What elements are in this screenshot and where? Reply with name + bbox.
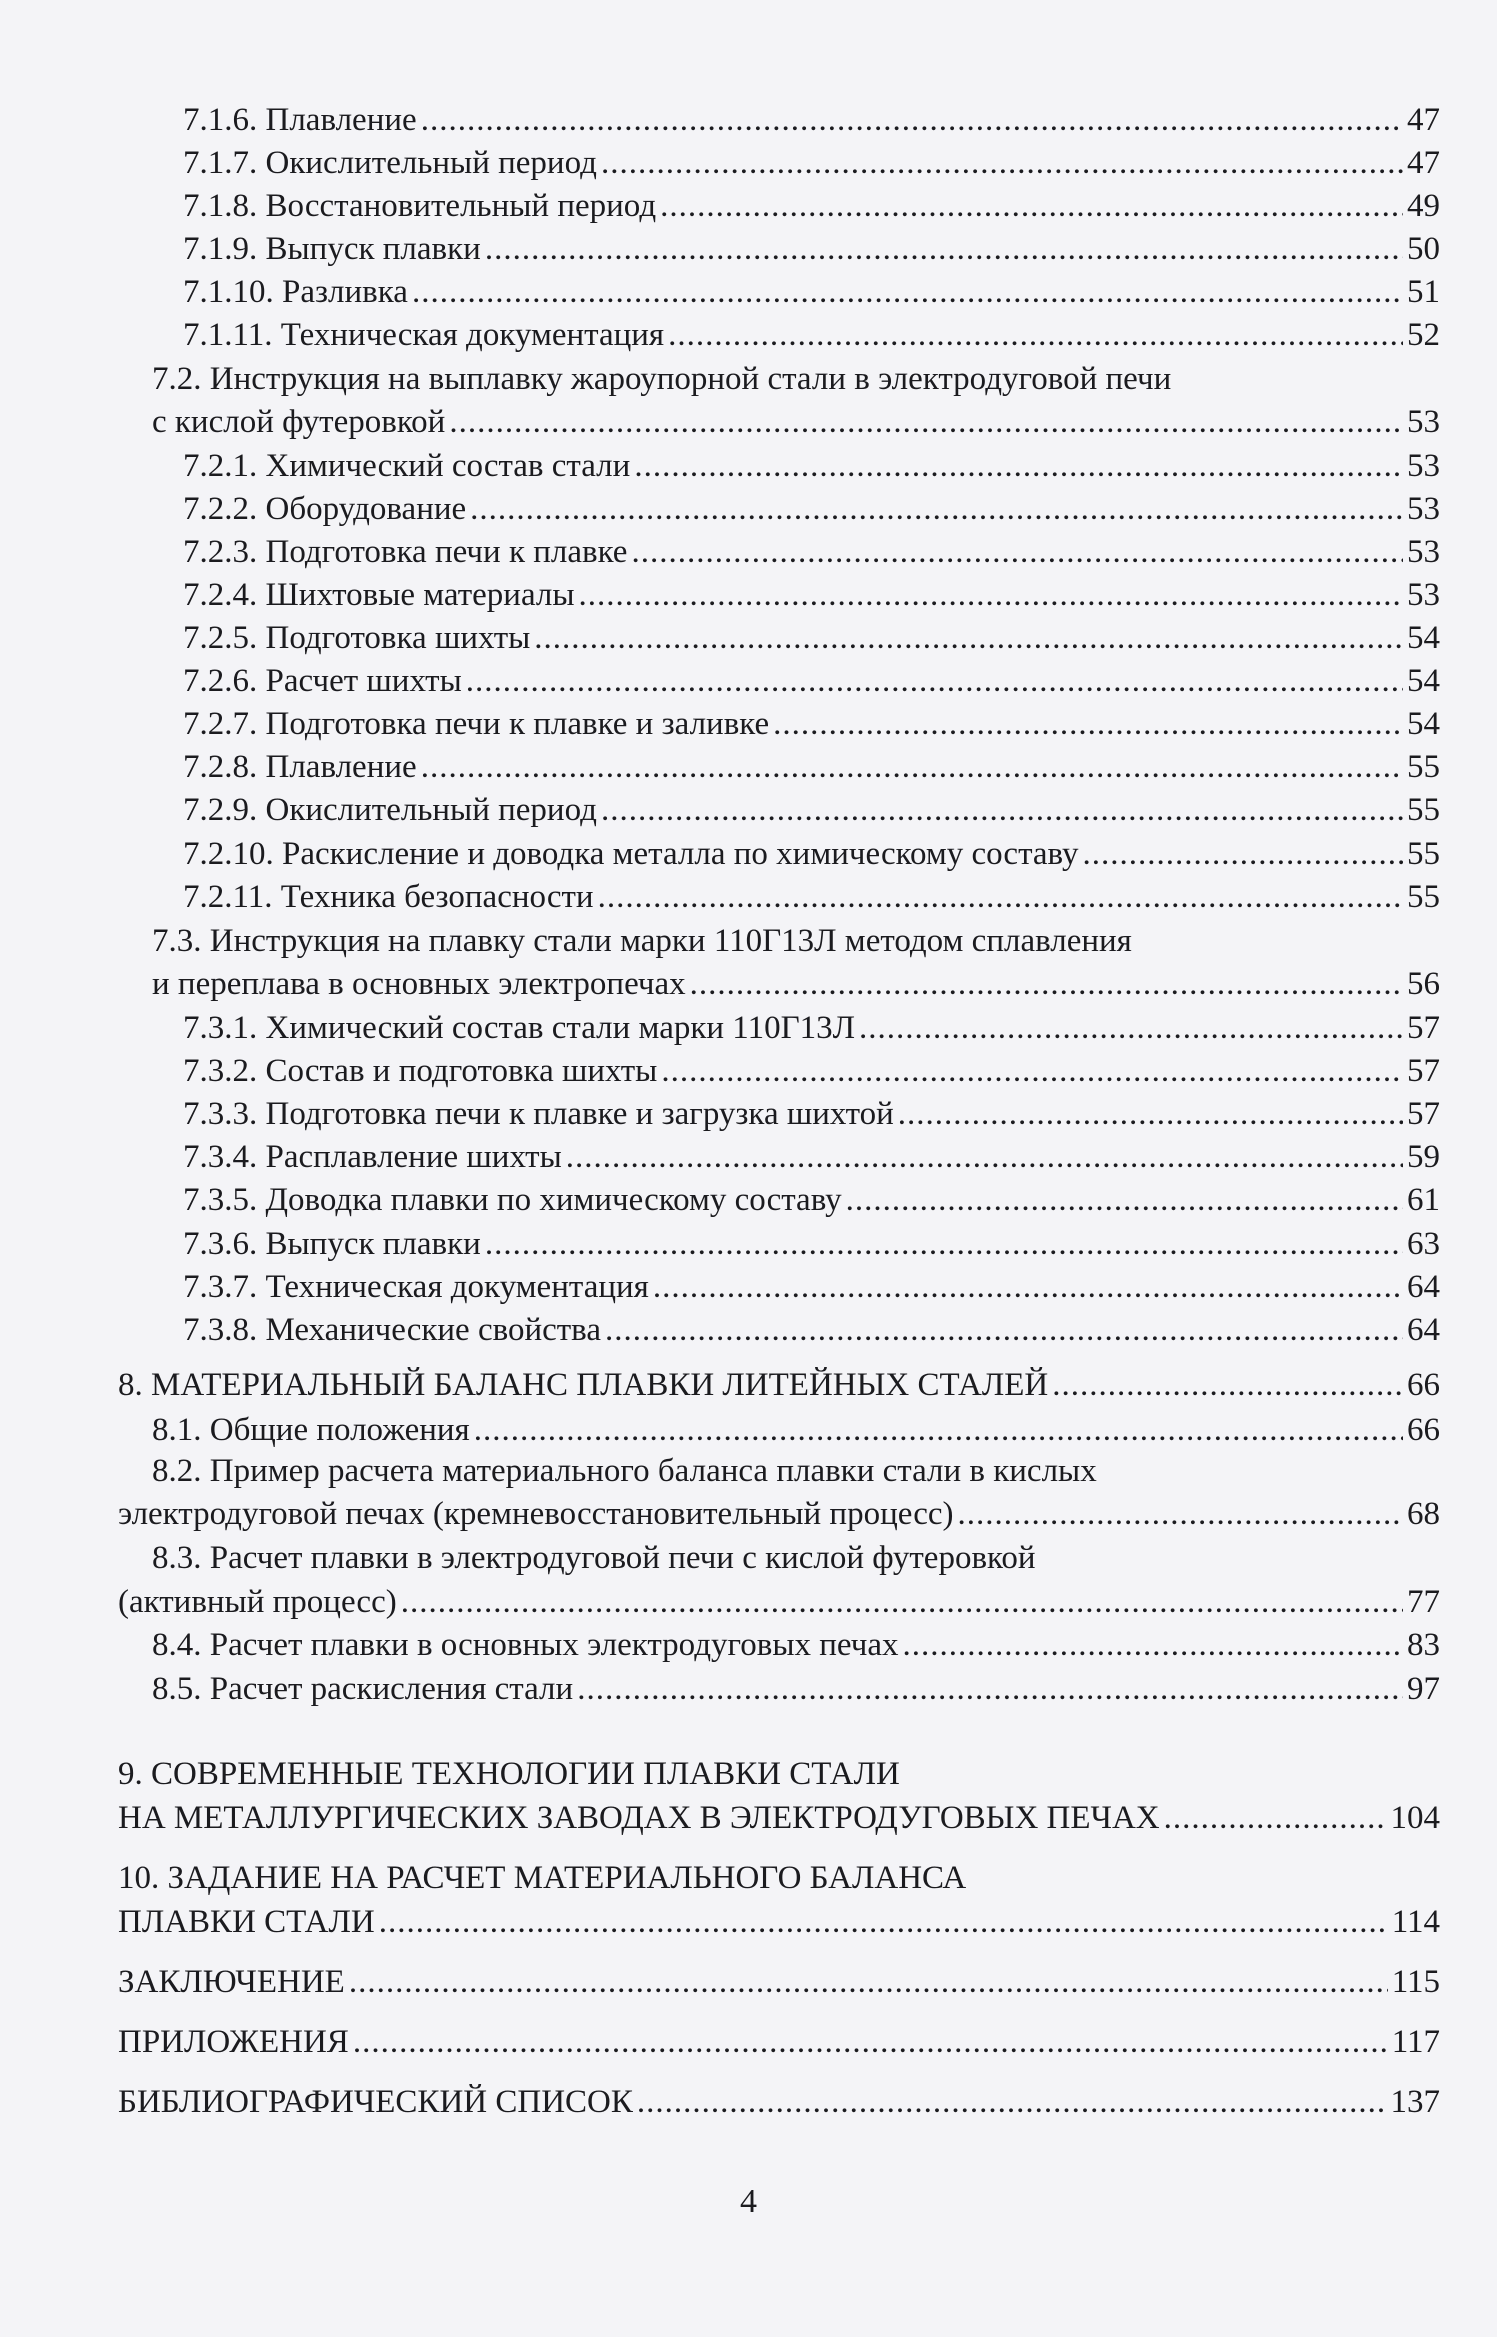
toc-entry-title: 7.1.8. Восстановительный период (183, 188, 657, 224)
toc-entry-page: 55 (1407, 879, 1440, 915)
toc-entry-title: БИБЛИОГРАФИЧЕСКИЙ СПИСОК (118, 2084, 633, 2120)
toc-entry-title: 8.1. Общие положения (152, 1412, 470, 1448)
toc-entry-title: 7.2.8. Плавление (183, 749, 417, 785)
toc-entry-page: 55 (1407, 792, 1440, 828)
toc-entry (118, 1858, 966, 1898)
toc-entry-title: 7.1.10. Разливка (183, 274, 408, 310)
toc-entry (183, 618, 1440, 658)
toc-dot-leader (401, 1582, 1403, 1622)
toc-entry-title: 7.3.2. Состав и подготовка шихты (183, 1053, 658, 1089)
toc-entry (183, 1008, 1440, 1048)
toc-dot-leader (466, 661, 1403, 701)
toc-dot-leader (958, 1494, 1403, 1534)
toc-entry-page: 117 (1391, 2024, 1440, 2060)
toc-entry (183, 186, 1440, 226)
toc-entry-title: и переплава в основных электропечах (152, 966, 686, 1002)
toc-entry (152, 1625, 1440, 1665)
toc-entry-page: 63 (1407, 1226, 1440, 1262)
toc-entry-page: 64 (1407, 1269, 1440, 1305)
toc-dot-leader (485, 1224, 1403, 1264)
toc-dot-leader (449, 402, 1403, 442)
toc-entry (183, 1094, 1440, 1134)
toc-dot-leader (601, 143, 1403, 183)
toc-entry (183, 229, 1440, 269)
toc-dot-leader (579, 575, 1403, 615)
toc-entry-page: 59 (1407, 1139, 1440, 1175)
toc-entry-page: 115 (1391, 1964, 1440, 2000)
toc-dot-leader (902, 1625, 1403, 1665)
toc-entry-page: 55 (1407, 836, 1440, 872)
toc-entry-page: 50 (1407, 231, 1440, 267)
toc-dot-leader (421, 100, 1403, 140)
toc-entry-page: 55 (1407, 749, 1440, 785)
toc-entry-title: ПРИЛОЖЕНИЯ (118, 2024, 349, 2060)
toc-dot-leader (653, 1267, 1403, 1307)
toc-entry (183, 100, 1440, 140)
toc-entry (183, 143, 1440, 183)
toc-entry (183, 489, 1440, 529)
toc-entry-title: 7.1.7. Окислительный период (183, 145, 597, 181)
toc-entry (183, 575, 1440, 615)
toc-dot-leader (846, 1180, 1403, 1220)
toc-dot-leader (631, 532, 1403, 572)
toc-entry (152, 1451, 1097, 1491)
toc-entry (183, 1180, 1440, 1220)
toc-dot-leader (1083, 834, 1404, 874)
toc-entry (183, 1267, 1440, 1307)
toc-entry-page: 53 (1407, 448, 1440, 484)
toc-entry-title: 7.2.10. Раскисление и доводка металла по химическому составу (183, 836, 1079, 872)
toc-entry-title: 7.3.7. Техническая документация (183, 1269, 649, 1305)
toc-dot-leader (353, 2022, 1388, 2062)
toc-entry-page: 64 (1407, 1312, 1440, 1348)
toc-entry (152, 964, 1440, 1004)
toc-entry (152, 359, 1171, 399)
toc-entry (183, 272, 1440, 312)
toc-entry-page: 57 (1407, 1010, 1440, 1046)
toc-entry-title: 7.3.5. Доводка плавки по химическому составу (183, 1182, 842, 1218)
toc-entry-title: 8.3. Расчет плавки в электродуговой печи с кислой футеровкой (152, 1540, 1036, 1576)
toc-dot-leader (349, 1962, 1388, 2002)
toc-entry-title: 7.2.4. Шихтовые материалы (183, 577, 575, 613)
toc-entry (118, 2082, 1440, 2122)
toc-dot-leader (534, 618, 1403, 658)
toc-entry-title: 7.1.6. Плавление (183, 102, 417, 138)
toc-entry (152, 921, 1132, 961)
toc-entry (183, 790, 1440, 830)
toc-dot-leader (566, 1137, 1403, 1177)
toc-dot-leader (474, 1410, 1403, 1450)
toc-entry-title: 7.2.1. Химический состав стали (183, 448, 631, 484)
toc-entry-page: 66 (1407, 1367, 1440, 1403)
toc-entry-page: 49 (1407, 188, 1440, 224)
toc-entry-title: НА МЕТАЛЛУРГИЧЕСКИХ ЗАВОДАХ В ЭЛЕКТРОДУГОВЫХ ПЕЧАХ (118, 1800, 1160, 1836)
toc-dot-leader (668, 315, 1403, 355)
toc-entry-title: 7.2.5. Подготовка шихты (183, 620, 531, 656)
toc-dot-leader (470, 489, 1403, 529)
toc-entry-page: 53 (1407, 534, 1440, 570)
toc-entry-page: 52 (1407, 317, 1440, 353)
toc-entry-title: 8.5. Расчет раскисления стали (152, 1671, 574, 1707)
toc-entry-title: 7.3.3. Подготовка печи к плавке и загрузка шихтой (183, 1096, 894, 1132)
toc-entry (118, 1962, 1440, 2002)
toc-entry-page: 137 (1390, 2084, 1440, 2120)
toc-dot-leader (898, 1094, 1403, 1134)
toc-dot-leader (634, 446, 1403, 486)
toc-entry (118, 2022, 1440, 2062)
toc-entry (118, 1754, 900, 1794)
toc-dot-leader (601, 790, 1403, 830)
toc-entry-title: 8.2. Пример расчета материального баланса плавки стали в кислых (152, 1453, 1097, 1489)
toc-entry-page: 104 (1390, 1800, 1440, 1836)
toc-entry-page: 54 (1407, 620, 1440, 656)
toc-entry (183, 661, 1440, 701)
toc-entry-title: 7.3.1. Химический состав стали марки 110Г13Л (183, 1010, 856, 1046)
toc-dot-leader (605, 1310, 1403, 1350)
toc-entry (152, 1410, 1440, 1450)
toc-entry (183, 1224, 1440, 1264)
toc-dot-leader (859, 1008, 1403, 1048)
toc-entry-page: 56 (1407, 966, 1440, 1002)
toc-entry (183, 747, 1440, 787)
toc-entry (183, 877, 1440, 917)
toc-entry-title: с кислой футеровкой (152, 404, 446, 440)
toc-entry-title: 9. СОВРЕМЕННЫЕ ТЕХНОЛОГИИ ПЛАВКИ СТАЛИ (118, 1756, 900, 1792)
toc-entry (183, 834, 1440, 874)
toc-entry-page: 114 (1391, 1904, 1440, 1940)
toc-entry-title: 7.3. Инструкция на плавку стали марки 110Г13Л методом сплавления (152, 923, 1132, 959)
toc-entry (183, 704, 1440, 744)
toc-entry-page: 61 (1407, 1182, 1440, 1218)
toc-dot-leader (598, 877, 1403, 917)
toc-entry-page: 54 (1407, 706, 1440, 742)
toc-dot-leader (1164, 1798, 1387, 1838)
toc-entry-title: 10. ЗАДАНИЕ НА РАСЧЕТ МАТЕРИАЛЬНОГО БАЛАНСА (118, 1860, 967, 1896)
toc-entry-title: 7.3.6. Выпуск плавки (183, 1226, 481, 1262)
toc-entry-title: 7.3.8. Механические свойства (183, 1312, 601, 1348)
toc-entry (183, 1310, 1440, 1350)
toc-entry-title: электродуговой печах (кремневосстановительный процесс) (118, 1496, 954, 1532)
toc-entry (152, 1538, 1036, 1578)
toc-entry-title: ПЛАВКИ СТАЛИ (118, 1904, 375, 1940)
toc-entry-title: 8. МАТЕРИАЛЬНЫЙ БАЛАНС ПЛАВКИ ЛИТЕЙНЫХ СТАЛЕЙ (118, 1367, 1049, 1403)
toc-entry-title: 7.2.2. Оборудование (183, 491, 467, 527)
toc-dot-leader (690, 964, 1403, 1004)
toc-entry-page: 57 (1407, 1096, 1440, 1132)
toc-entry-page: 47 (1407, 145, 1440, 181)
toc-entry (118, 1902, 1440, 1942)
toc-dot-leader (637, 2082, 1387, 2122)
toc-entry-page: 53 (1407, 577, 1440, 613)
toc-entry-title: ЗАКЛЮЧЕНИЕ (118, 1964, 345, 2000)
toc-entry-title: (активный процесс) (118, 1584, 397, 1620)
toc-entry-title: 7.2.3. Подготовка печи к плавке (183, 534, 628, 570)
toc-entry (118, 1365, 1440, 1405)
toc-entry (183, 532, 1440, 572)
toc-entry-page: 51 (1407, 274, 1440, 310)
toc-dot-leader (577, 1669, 1403, 1709)
toc-entry-page: 53 (1407, 491, 1440, 527)
toc-dot-leader (379, 1902, 1388, 1942)
toc-entry-title: 7.2. Инструкция на выплавку жароупорной стали в электродуговой печи (152, 361, 1172, 397)
toc-entry (118, 1582, 1440, 1622)
toc-dot-leader (485, 229, 1403, 269)
toc-entry-title: 7.2.11. Техника безопасности (183, 879, 594, 915)
toc-entry (118, 1494, 1440, 1534)
toc-entry-page: 54 (1407, 663, 1440, 699)
toc-entry-page: 53 (1407, 404, 1440, 440)
toc-entry (152, 1669, 1440, 1709)
toc-entry (183, 1051, 1440, 1091)
toc-entry (152, 402, 1440, 442)
toc-entry-page: 83 (1407, 1627, 1440, 1663)
toc-entry-title: 8.4. Расчет плавки в основных электродуговых печах (152, 1627, 899, 1663)
toc-entry-title: 7.3.4. Расплавление шихты (183, 1139, 562, 1175)
toc-entry (118, 1798, 1440, 1838)
toc-dot-leader (412, 272, 1403, 312)
toc-entry-page: 57 (1407, 1053, 1440, 1089)
toc-entry (183, 446, 1440, 486)
toc-entry-title: 7.1.9. Выпуск плавки (183, 231, 481, 267)
toc-entry-page: 97 (1407, 1671, 1440, 1707)
toc-dot-leader (661, 1051, 1403, 1091)
toc-dot-leader (1052, 1365, 1403, 1405)
toc-dot-leader (773, 704, 1403, 744)
toc-dot-leader (421, 747, 1403, 787)
toc-entry-page: 68 (1407, 1496, 1440, 1532)
toc-entry-page: 47 (1407, 102, 1440, 138)
toc-entry-page: 66 (1407, 1412, 1440, 1448)
toc-dot-leader (660, 186, 1403, 226)
page-number: 4 (740, 2183, 757, 2220)
toc-entry-title: 7.2.7. Подготовка печи к плавке и заливке (183, 706, 770, 742)
toc-entry-title: 7.2.6. Расчет шихты (183, 663, 462, 699)
toc-entry (183, 315, 1440, 355)
toc-entry (183, 1137, 1440, 1177)
toc-entry-title: 7.2.9. Окислительный период (183, 792, 597, 828)
toc-entry-page: 77 (1407, 1584, 1440, 1620)
toc-entry-title: 7.1.11. Техническая документация (183, 317, 665, 353)
